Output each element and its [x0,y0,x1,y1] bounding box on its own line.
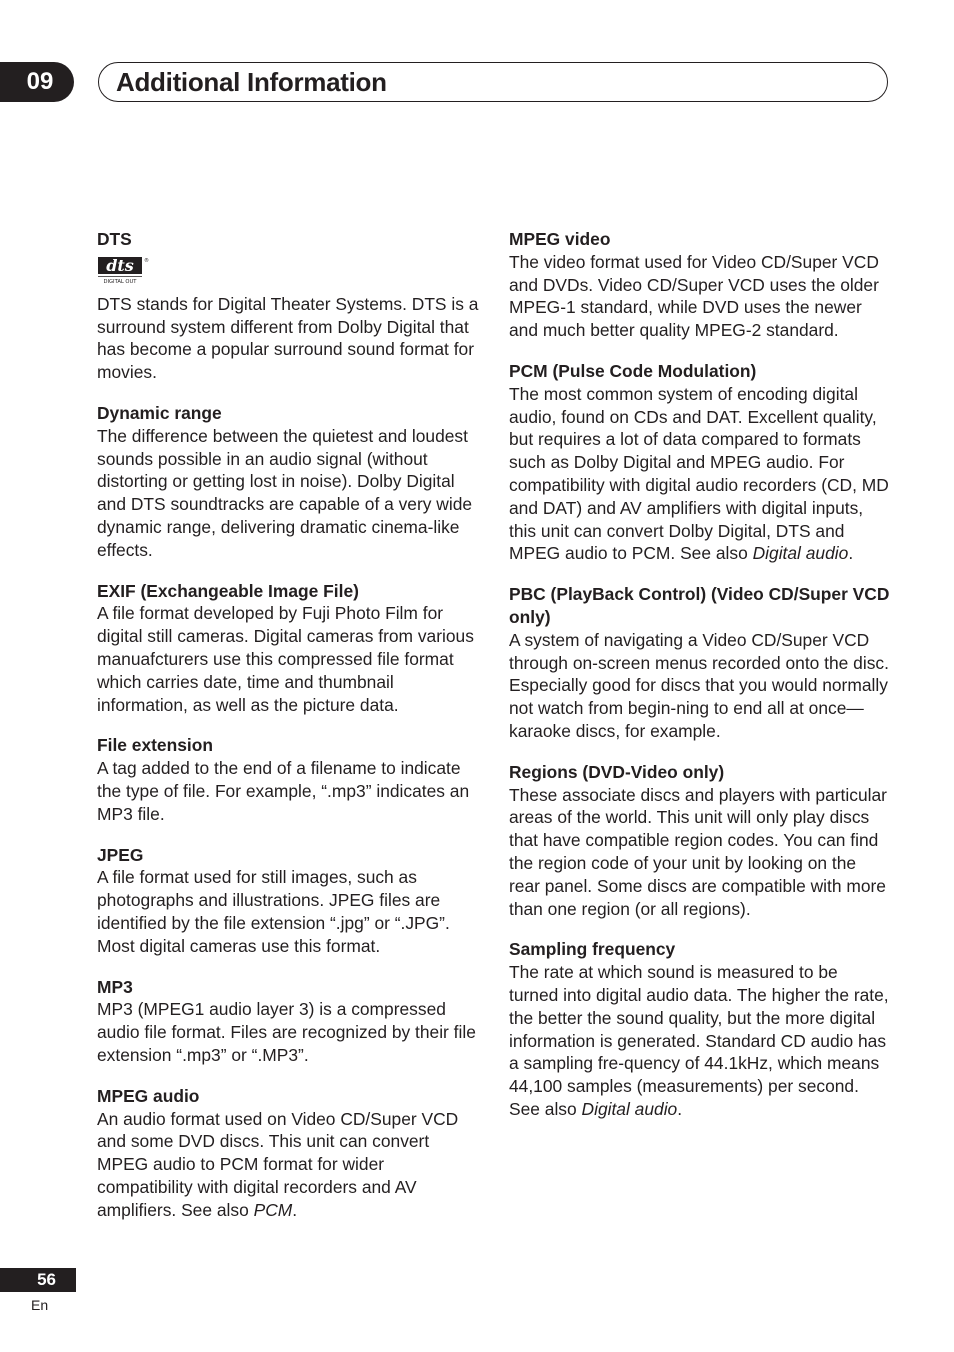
entry-term: Regions (DVD-Video only) [509,761,725,782]
language-code: En [31,1297,49,1313]
glossary-entry [97,580,479,717]
page-title-bar [98,62,888,102]
entry-text: A tag added to the end of a filename to indicate the type of file. For example, “.mp3” indicates an MP3 file. [97,758,470,824]
glossary-entry [97,976,479,1067]
entry-text: A file format developed by Fuji Photo Film for digital still cameras. Digital cameras from various manuafcturers use this compressed file format which carries date, time and thumbnail information, as well as the picture data. [97,603,474,715]
dts-digital-out-logo [97,256,149,284]
cross-reference: PCM [253,1199,293,1220]
entry-term: MPEG audio [97,1085,200,1106]
glossary-entry [97,402,479,562]
entry-text: The rate at which sound is measured to be turned into digital audio data. The higher the rate, the better the sound quality, but the more digital information is generated. Standard CD audio has a sampling fre-quency of 44.1kHz, which means 44,100 samples (measurements) per second. See also Digital audio. [509,962,889,1119]
entry-term: File extension [97,735,213,756]
entry-term: PBC (PlayBack Control) (Video CD/Super VCD only) [509,584,890,627]
glossary-entry [509,583,891,743]
glossary-entry [509,360,891,565]
glossary-entry [509,761,891,921]
entry-text: These associate discs and players with particular areas of the world. This unit will only play discs that have compatible region codes. You can find the region code of your unit by looking on the rear panel. Some discs are compatible with more than one region (or all regions). [509,784,887,919]
cross-reference: Digital audio [752,543,849,564]
logo-subtext: DIGITAL OUT [103,278,137,284]
entry-term: JPEG [97,844,144,865]
glossary-entry [509,228,891,342]
entry-term: Sampling frequency [509,939,676,960]
logo-text: dts [106,255,134,275]
entry-text: The most common system of encoding digital audio, found on CDs and DAT. Excellent quality, but requires a lot of data compared to formats such as Dolby Digital and MPEG audio. For compatibility with digital audio recorders (CD, MD and DAT) and AV amplifiers with digital inputs, this unit can convert Dolby Digital, DTS and MPEG audio to PCM. See also Digital audio. [509,383,889,564]
page-number: 56 [0,1268,76,1292]
cross-reference: Digital audio [581,1098,678,1119]
entry-text: A system of navigating a Video CD/Super VCD through on-screen menus recorded onto the disc. Especially good for discs that you would normally not watch from begin-ning to end all at once—karaoke discs, for example. [509,629,889,741]
glossary-entry [97,228,479,384]
chapter-number: 09 [0,62,74,102]
glossary-entry [97,734,479,825]
glossary-entry [97,844,479,958]
entry-term: MP3 [97,976,133,997]
entry-text: An audio format used on Video CD/Super VCD and some DVD discs. This unit can convert MPEG audio to PCM format for wider compatibility with digital recorders and AV amplifiers. See also PCM. [97,1108,459,1220]
entry-term: DTS [97,229,132,249]
entry-term: Dynamic range [97,402,222,423]
entry-text: DTS stands for Digital Theater Systems. DTS is a surround system different from Dolby Digital that has become a popular surround sound format for movies. [97,293,479,383]
entry-term: EXIF (Exchangeable Image File) [97,580,359,601]
entry-term: PCM (Pulse Code Modulation) [509,360,757,381]
glossary-entry [97,1085,479,1222]
entry-term: MPEG video [509,229,611,249]
glossary-entry [509,938,891,1120]
page-title: Additional Information [116,67,387,97]
registered-mark: ® [144,257,149,264]
left-column [97,228,479,1239]
entry-text: MP3 (MPEG1 audio layer 3) is a compressed audio file format. Files are recognized by their file extension “.mp3” or “.MP3”. [97,999,476,1065]
entry-text: A file format used for still images, such as photographs and illustrations. JPEG files are identified by the file extension “.jpg” or “.JPG”. Most digital cameras use this format. [97,867,450,956]
right-column [509,228,891,1139]
entry-text: The video format used for Video CD/Super VCD and DVDs. Video CD/Super VCD uses the older MPEG-1 standard, while DVD uses the newer and much better quality MPEG-2 standard. [509,251,879,341]
entry-text: The difference between the quietest and loudest sounds possible in an audio signal (without distorting or getting lost in noise). Dolby Digital and DTS soundtracks are capable of a very wide dynamic range, delivering dramatic cinema-like effects. [97,425,473,560]
